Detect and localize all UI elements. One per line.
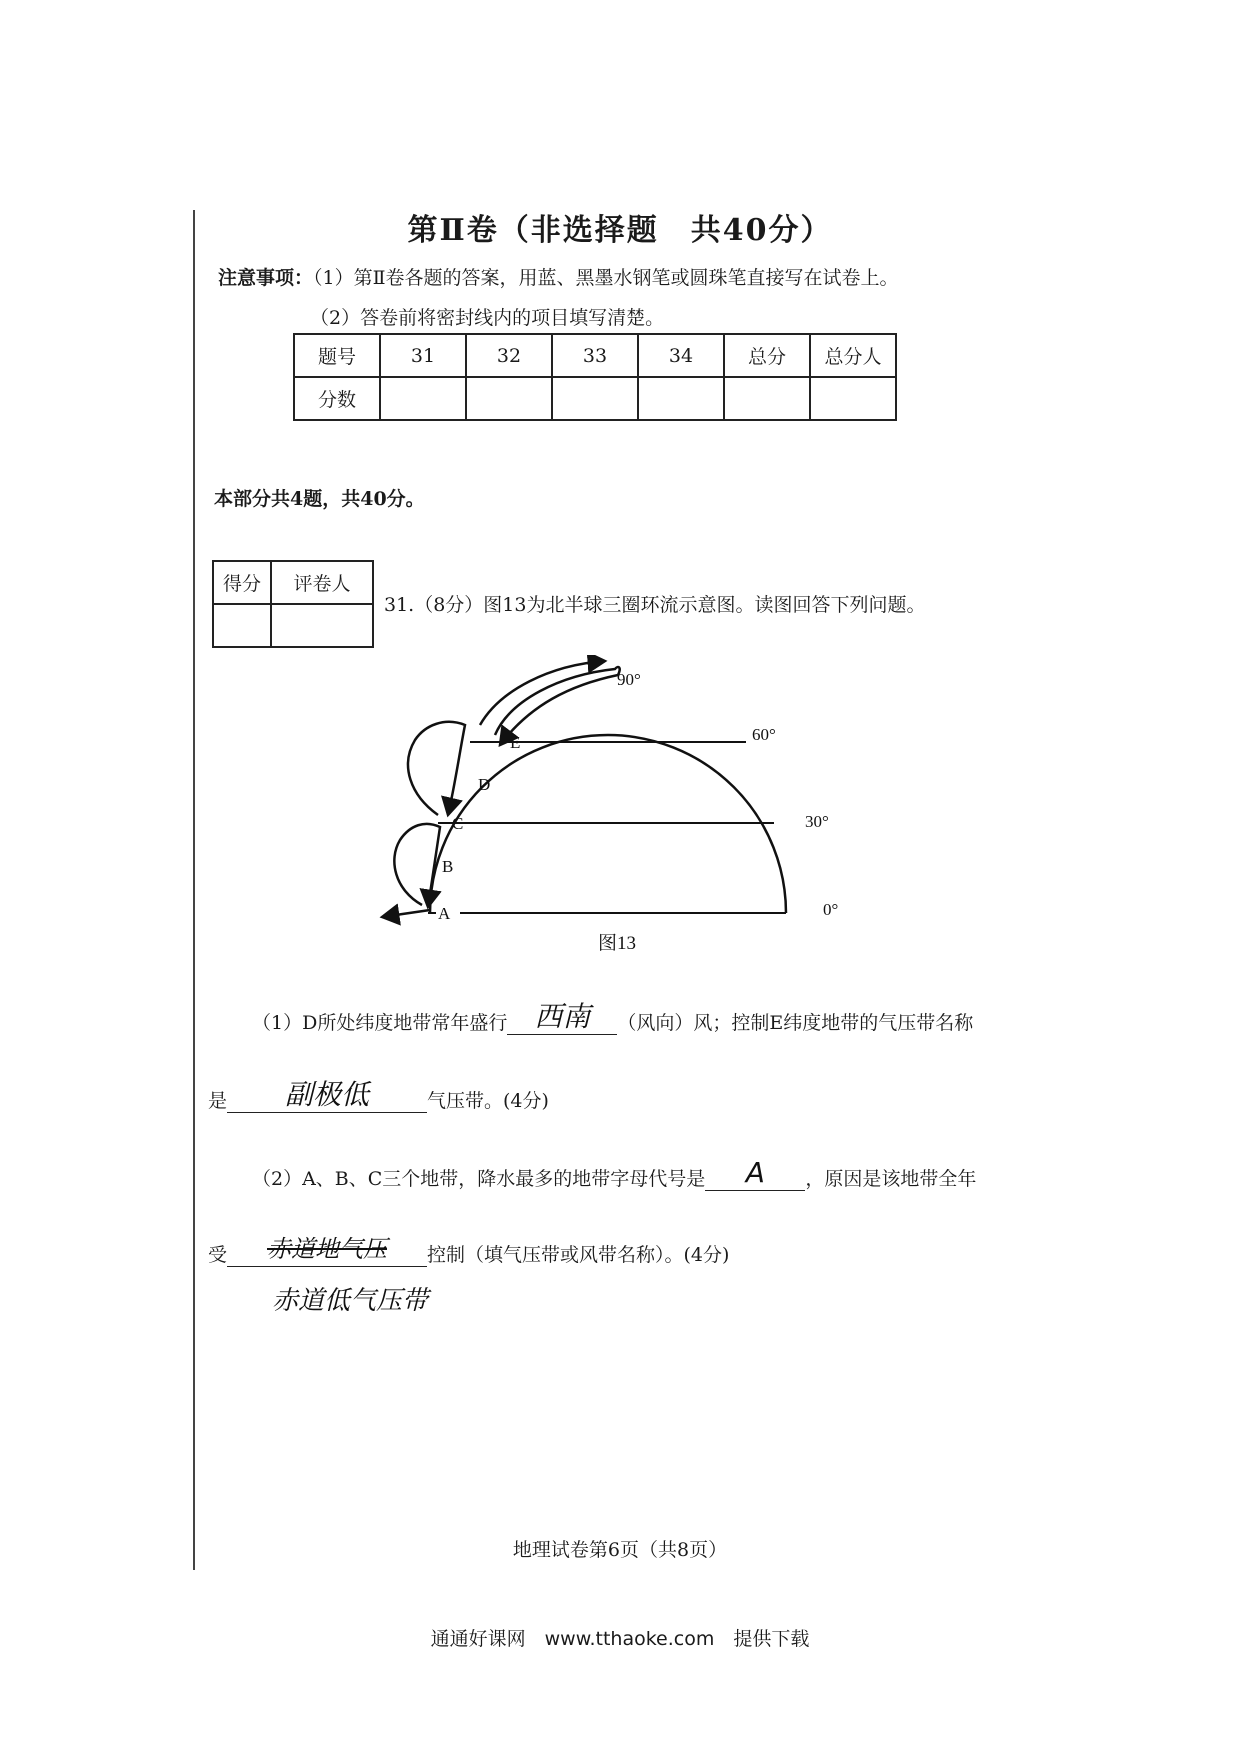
question-31-text: 31.（8分）图13为北半球三圈环流示意图。读图回答下列问题。 <box>384 594 926 616</box>
zone-label-d: D <box>478 775 491 794</box>
latitude-label-90: 90° <box>617 670 641 689</box>
answer-line-3 <box>252 1156 976 1191</box>
download-note: 通通好课网 www.tthaoke.com 提供下载 <box>430 1628 810 1650</box>
answer-line-2 <box>208 1078 549 1113</box>
sub2-handwritten-answer-1: A <box>745 1156 765 1189</box>
score-table-header-row <box>294 334 896 377</box>
score-header-cell: 总分人 <box>810 334 896 377</box>
sub2-struck-answer: 赤道地气压 <box>267 1235 388 1263</box>
zone-label-a: A <box>438 904 451 923</box>
zone-label-e: E <box>510 733 521 752</box>
circulation-diagram <box>360 655 880 955</box>
grader-name-cell[interactable] <box>271 604 373 647</box>
score-header-cell: 31 <box>380 334 466 377</box>
part-intro: 本部分共4题，共40分。 <box>214 488 425 510</box>
hemisphere-arc <box>430 735 786 913</box>
sub2-part2: ，原因是该地带全年 <box>805 1168 977 1190</box>
score-table <box>293 333 897 421</box>
sub1-blank-1[interactable] <box>507 1000 617 1035</box>
score-cell[interactable] <box>724 377 810 420</box>
zone-label-c: C <box>452 814 464 833</box>
section-title: 第Ⅱ卷（非选择题 共40分） <box>407 213 833 248</box>
score-cell[interactable] <box>466 377 552 420</box>
sub1-blank-2[interactable] <box>227 1078 427 1113</box>
grader-header-row <box>213 561 373 604</box>
score-cell[interactable] <box>552 377 638 420</box>
sub2-part1: （2）A、B、C三个地带，降水最多的地带字母代号是 <box>252 1168 706 1190</box>
sub2-blank-2[interactable] <box>227 1232 427 1267</box>
sub2-blank-1[interactable] <box>705 1156 805 1191</box>
grader-table <box>212 560 374 648</box>
latitude-label-60: 60° <box>752 725 776 744</box>
polar-cell-return <box>480 661 605 725</box>
notes-line-1 <box>218 258 899 298</box>
sub1-handwritten-answer-1: 西南 <box>534 1000 591 1033</box>
margin-rule <box>193 210 195 1570</box>
answer-line-4 <box>208 1232 729 1267</box>
sub1-prefix: 是 <box>208 1090 228 1112</box>
sub1-part1: （1）D所处纬度地带常年盛行 <box>252 1012 508 1034</box>
figure-caption: 图13 <box>598 933 637 954</box>
score-header-cell: 题号 <box>294 334 380 377</box>
score-cell[interactable] <box>810 377 896 420</box>
grader-score-cell[interactable] <box>213 604 271 647</box>
answer-line-1 <box>252 1000 973 1035</box>
notes-item-2: （2）答卷前将密封线内的项目填写清楚。 <box>310 307 665 329</box>
ferrel-cell-arrow <box>408 722 465 815</box>
score-header-cell: 33 <box>552 334 638 377</box>
trade-wind-arrow <box>382 910 430 917</box>
sub2-prefix: 受 <box>208 1244 228 1266</box>
latitude-label-30: 30° <box>805 812 829 831</box>
sub2-part3: 控制（填气压带或风带名称）。(4分) <box>427 1244 730 1266</box>
notes-item-1: （1）第Ⅱ卷各题的答案，用蓝、黑墨水钢笔或圆珠笔直接写在试卷上。 <box>313 267 899 289</box>
score-row-label: 分数 <box>294 377 380 420</box>
score-header-cell: 总分 <box>724 334 810 377</box>
grader-name-header: 评卷人 <box>271 561 373 604</box>
score-cell[interactable] <box>638 377 724 420</box>
score-header-cell: 34 <box>638 334 724 377</box>
page-footer: 地理试卷第6页（共8页） <box>512 1539 728 1561</box>
score-table-score-row <box>294 377 896 420</box>
sub1-handwritten-answer-2: 副极低 <box>285 1078 370 1111</box>
notes-label: 注意事项： <box>218 267 314 289</box>
score-cell[interactable] <box>380 377 466 420</box>
grader-score-header: 得分 <box>213 561 271 604</box>
score-header-cell: 32 <box>466 334 552 377</box>
latitude-label-0: 0° <box>823 900 839 919</box>
grader-entry-row <box>213 604 373 647</box>
sub2-handwritten-correction: 赤道低气压带 <box>272 1286 429 1316</box>
hadley-cell-arrow <box>394 824 440 907</box>
notes <box>218 258 899 338</box>
sub1-part3: 气压带。(4分) <box>427 1090 549 1112</box>
zone-label-b: B <box>442 857 454 876</box>
sub1-part2: （风向）风；控制E纬度地带的气压带名称 <box>617 1012 974 1034</box>
